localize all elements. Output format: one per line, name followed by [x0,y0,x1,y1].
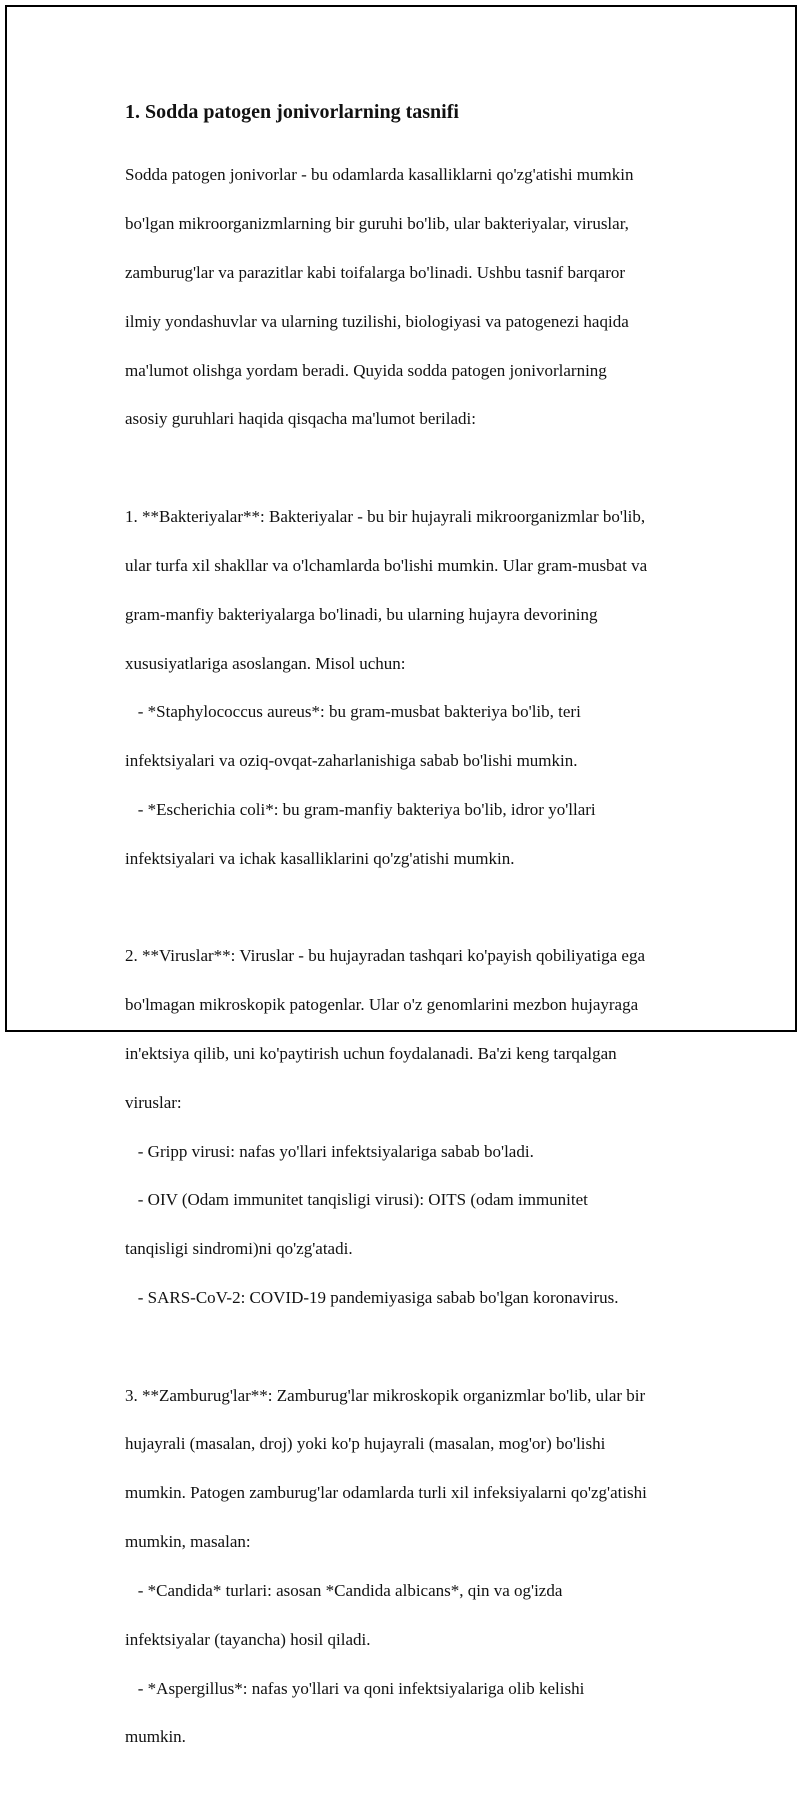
text-line: Sodda patogen jonivorlar - bu odamlarda kasalliklarni qo'zg'atishi mumkin [125,165,634,185]
text-line: - SARS-CoV-2: COVID-19 pandemiyasiga sabab bo'lgan koronavirus. [125,1288,619,1308]
text-line: hujayrali (masalan, droj) yoki ko'p hujayrali (masalan, mog'or) bo'lishi [125,1434,606,1454]
page-frame [5,5,797,1747]
viruses-paragraph [125,920,725,1335]
text-line: gram-manfiy bakteriyalarga bo'linadi, bu ularning hujayra devorining [125,604,598,624]
text-line: in'ektsiya qilib, uni ko'paytirish uchun foydalanadi. Ba'zi keng tarqalgan [125,1044,617,1063]
intro-paragraph [125,139,725,456]
text-line: infektsiyalar (tayancha) hosil qiladi. [125,1629,371,1649]
text-line: zamburug'lar va parazitlar kabi toifalarga bo'linadi. Ushbu tasnif barqaror [125,263,626,283]
text-line: mumkin. [125,1727,186,1747]
fungi-paragraph [125,1359,725,1774]
text-line: bo'lmagan mikroskopik patogenlar. Ular o'z genomlarini mezbon hujayraga [125,995,639,1015]
text-line: infektsiyalari va oziq-ovqat-zaharlanishiga sabab bo'lishi mumkin. [125,751,578,771]
document-body [125,99,725,1799]
text-line: - *Staphylococcus aureus*: bu gram-musbat bakteriya bo'lib, teri [125,702,581,722]
text-line: - OIV (Odam immunitet tanqisligi virusi): OITS (odam immunitet [125,1190,588,1210]
text-line: 1. **Bakteriyalar**: Bakteriyalar - bu bir hujayrali mikroorganizmlar bo'lib, [125,507,646,527]
text-line: asosiy guruhlari haqida qisqacha ma'lumot beriladi: [125,409,476,429]
text-line: ma'lumot olishga yordam beradi. Quyida sodda patogen jonivorlarning [125,360,607,380]
text-line: mumkin, masalan: [125,1532,251,1552]
text-line: infektsiyalari va ichak kasalliklarini qo'zg'atishi mumkin. [125,848,515,868]
text-line: viruslar: [125,1092,182,1112]
text-line: ular turfa xil shakllar va o'lchamlarda bo'lishi mumkin. Ular gram-musbat va [125,555,648,575]
text-line: - *Escherichia coli*: bu gram-manfiy bakteriya bo'lib, idror yo'llari [125,799,596,819]
section-title: 1. Sodda patogen jonivorlarning tasnifi [125,101,459,123]
text-line: bo'lgan mikroorganizmlarning bir guruhi bo'lib, ular bakteriyalar, viruslar, [125,214,629,234]
text-line: ilmiy yondashuvlar va ularning tuzilishi, biologiyasi va patogenezi haqida [125,311,629,331]
text-line: - *Aspergillus*: nafas yo'llari va qoni infektsiyalariga olib kelishi [125,1678,585,1698]
bacteria-paragraph [125,481,725,896]
text-line: xususiyatlariga asoslangan. Misol uchun: [125,653,406,673]
text-line: 2. **Viruslar**: Viruslar - bu hujayradan tashqari ko'payish qobiliyatiga ega [125,946,646,966]
text-line: tanqisligi sindromi)ni qo'zg'atadi. [125,1239,353,1259]
text-line: - Gripp virusi: nafas yo'llari infektsiyalariga sabab bo'ladi. [125,1141,534,1161]
text-line: 3. **Zamburug'lar**: Zamburug'lar mikroskopik organizmlar bo'lib, ular bir [125,1385,646,1405]
text-line: - *Candida* turlari: asosan *Candida albicans*, qin va og'izda [125,1580,563,1600]
text-line: mumkin. Patogen zamburug'lar odamlarda turli xil infeksiyalarni qo'zg'atishi [125,1483,647,1503]
